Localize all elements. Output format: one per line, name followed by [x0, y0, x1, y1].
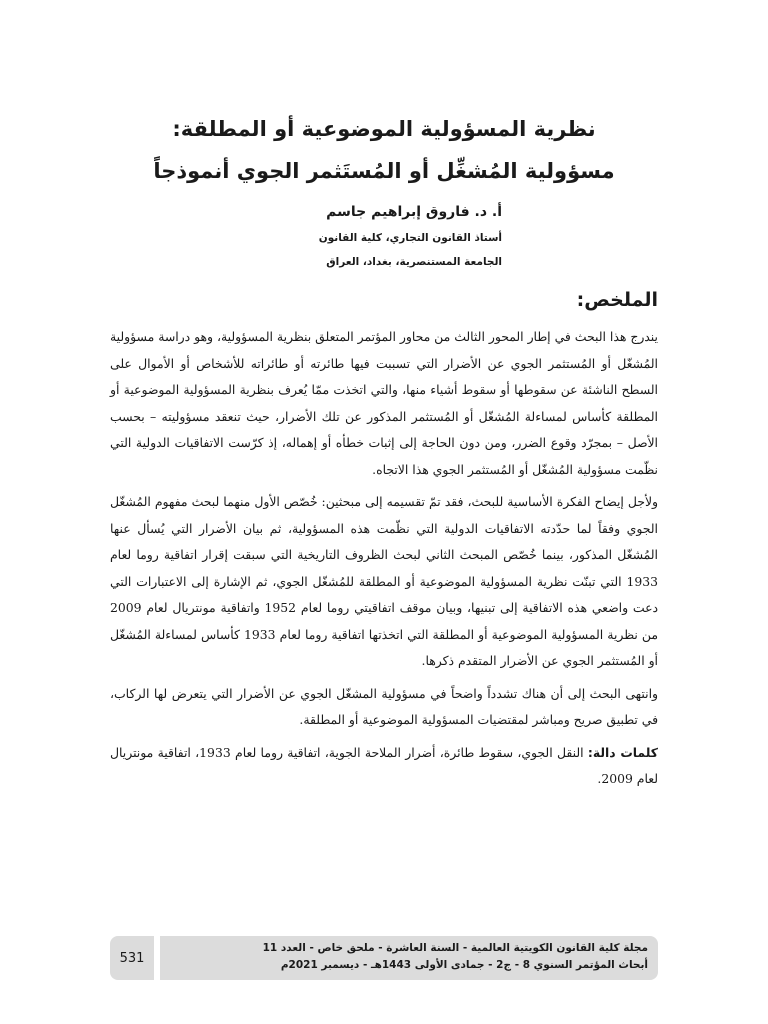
- author-name: أ. د. فاروق إبراهيم جاسم: [326, 204, 502, 220]
- page-content: [110, 108, 658, 799]
- journal-footer: [110, 936, 658, 980]
- title-line-1: نظرية المسؤولية الموضوعية أو المطلقة:: [172, 117, 596, 141]
- title-line-2: مسؤولية المُشغِّل أو المُستَثمر الجوي أنموذجاً: [153, 159, 615, 183]
- paper-title: [110, 108, 658, 192]
- keywords-label: كلمات دالة:: [587, 744, 659, 760]
- journal-info: [160, 936, 658, 980]
- abstract-paragraph-3: وانتهى البحث إلى أن هناك تشدداً واضحاً في مسؤولية المشغّل الجوي عن الأضرار التي يتعرض لها الركاب، في تطبيق صريح ومباشر لمقتضيات المسؤولية الموضوعية أو المطلقة.: [110, 685, 658, 727]
- abstract-paragraph-2: ولأجل إيضاح الفكرة الأساسية للبحث، فقد تمّ تقسيمه إلى مبحثين: خُصّص الأول منهما لبحث مفهوم المُشغّل الجوي وفقاً لما حدّدته الاتفاقيات الدولية التي نظّمت هذه المسؤولية، ثم بيان الأضرار التي يُسأل عنها المُشغّل المذكور، بينما خُصّص المبحث الثاني لبحث الظروف التاريخية التي سبقت إقرار اتفاقية روما لعام 1933 التي تبنّت نظرية المسؤولية الموضوعية أو المطلقة للمُشغّل الجوي، ثم الإشارة إلى الاعتبارات التي دعت واضعي هذه الاتفاقية إلى تبنيها، وبيان موقف اتفاقيتي روما لعام 1952 واتفاقية مونتريال لعام 2009 من نظرية المسؤولية الموضوعية أو المطلقة التي اتخذتها اتفاقية روما لعام 1933 كأساس لمساءلة المُشغّل أو المُستثمر الجوي عن الأضرار المتقدم ذكرها.: [110, 494, 658, 668]
- journal-line-1: مجلة كلية القانون الكويتية العالمية - السنة العاشرة - ملحق خاص - العدد 11: [262, 942, 648, 954]
- page-number: 531: [110, 936, 154, 980]
- author-position: أستاذ القانون التجاري، كلية القانون: [318, 232, 502, 244]
- keywords: [110, 740, 658, 793]
- author-institution: الجامعة المستنصرية، بغداد، العراق: [326, 256, 502, 268]
- abstract-paragraph-1: يندرج هذا البحث في إطار المحور الثالث من محاور المؤتمر المتعلق بنظرية المسؤولية، وهو دراسة مسؤولية المُشغّل أو المُستثمر الجوي عن الأضرار التي تسببت فيها طائرته أو طائراته للأشخاص أو الأموال على السطح الناشئة عن سقوطها أو سقوط أشياء منها، والتي اتخذت ممّا يُعرف بنظرية المسؤولية الموضوعية أو المطلقة كأساس لمساءلة المُشغّل أو المُستثمر المذكور عن تلك الأضرار، حيث تنعقد مسؤوليته – بحسب الأصل – بمجرّد وقوع الضرر، ومن دون الحاجة إلى إثبات خطأه أو إهماله، إذ كرّست الاتفاقيات الدولية التي نظّمت مسؤولية المُشغّل أو المُستثمر الجوي هذا الاتجاه.: [110, 329, 658, 477]
- journal-line-2: أبحاث المؤتمر السنوي 8 - ج2 - جمادى الأولى 1443هـ - ديسمبر 2021م: [280, 959, 648, 971]
- abstract-heading: الملخص:: [576, 289, 658, 311]
- author-block: [110, 198, 658, 274]
- keywords-text: النقل الجوي، سقوط طائرة، أضرار الملاحة الجوية، اتفاقية روما لعام 1933، اتفاقية مونتريال لعام 2009.: [110, 744, 658, 786]
